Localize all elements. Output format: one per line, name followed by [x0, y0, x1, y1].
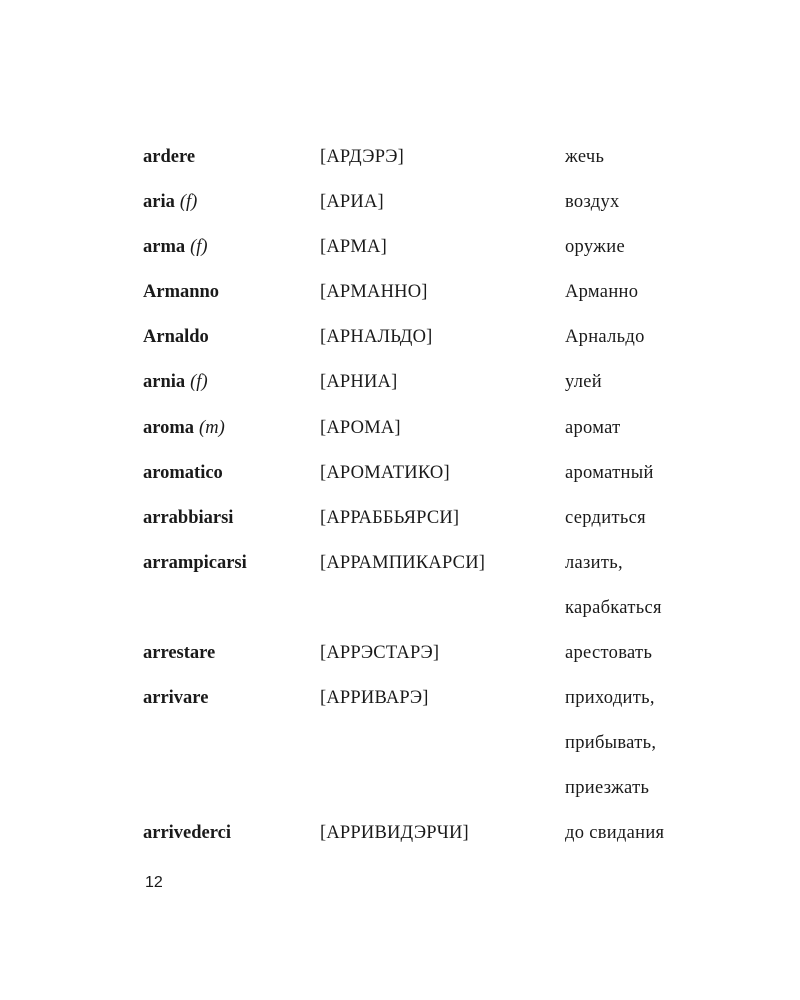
entry-translation: улей [565, 372, 602, 393]
entry-word: arrampicarsi [143, 552, 247, 573]
entry-translation: сердиться [565, 507, 646, 528]
entry-translation: приходить, [565, 688, 655, 709]
entry-pronunciation: [АРНИА] [320, 372, 398, 393]
entry-word: aroma (m) [143, 417, 225, 438]
entry-pronunciation: [АРОМАТИКО] [320, 462, 450, 483]
entry-pronunciation: [АРДЭРЭ] [320, 147, 404, 167]
entry-translation: жечь [565, 147, 605, 167]
entry-word: arrestare [143, 643, 216, 664]
entry-row [143, 816, 743, 861]
entry-pronunciation: [АРМАННО] [320, 282, 428, 303]
entry-word: arnia (f) [143, 372, 208, 393]
entry-row [143, 140, 743, 185]
entry-row [143, 320, 743, 365]
entry-word: arrabbiarsi [143, 507, 234, 528]
entry-pronunciation: [АРИА] [320, 192, 384, 213]
entry-pronunciation: [АРРИВАРЭ] [320, 688, 429, 709]
entry-word: arma (f) [143, 237, 208, 258]
entry-continuation-row [143, 726, 743, 771]
entry-row [143, 501, 743, 546]
entry-pronunciation: [АРРЭСТАРЭ] [320, 643, 440, 664]
entry-translation: оружие [565, 237, 625, 258]
entry-pronunciation: [АРМА] [320, 237, 387, 258]
entry-pronunciation: [АРОМА] [320, 417, 401, 438]
entry-pronunciation: [АРРАМПИКАРСИ] [320, 552, 486, 573]
entry-continuation-row [143, 771, 743, 816]
entry-row [143, 411, 743, 456]
entry-translation: арестовать [565, 643, 653, 664]
entry-row [143, 636, 743, 681]
entry-translation: Арманно [565, 282, 639, 303]
entry-translation: воздух [565, 192, 620, 213]
entry-row [143, 546, 743, 591]
entry-translation: лазить, [565, 552, 623, 573]
entry-list [143, 140, 743, 862]
entry-word: aria (f) [143, 192, 198, 213]
entry-gender: (f) [190, 372, 208, 393]
entry-continuation-row [143, 591, 743, 636]
entry-word: ardere [143, 147, 196, 167]
entry-row [143, 365, 743, 410]
entry-pronunciation: [АРРИВИДЭРЧИ] [320, 823, 469, 844]
entry-pronunciation: [АРНАЛЬДО] [320, 327, 433, 348]
entry-gender: (m) [199, 417, 225, 438]
entry-gender: (f) [190, 237, 208, 258]
entry-row [143, 275, 743, 320]
entry-word: Arnaldo [143, 327, 209, 348]
entry-word: aromatico [143, 462, 223, 483]
entry-gender: (f) [179, 192, 198, 213]
entry-row [143, 681, 743, 726]
entry-translation: ароматный [565, 462, 654, 483]
entry-translation: аромат [565, 417, 621, 438]
page-number: 12 [145, 874, 163, 891]
entry-translation: до свидания [565, 823, 665, 844]
entry-word: arrivederci [143, 823, 232, 844]
entry-translation: карабкаться [565, 597, 662, 618]
entry-row [143, 230, 743, 275]
entry-row [143, 456, 743, 501]
entry-translation: Арнальдо [565, 327, 645, 348]
entry-row [143, 185, 743, 230]
entry-word: Armanno [143, 282, 220, 303]
entry-word: arrivare [143, 688, 209, 709]
entry-translation: приезжать [565, 778, 650, 799]
entry-pronunciation: [АРРАББЬЯРСИ] [320, 507, 460, 528]
entry-translation: прибывать, [565, 733, 657, 754]
